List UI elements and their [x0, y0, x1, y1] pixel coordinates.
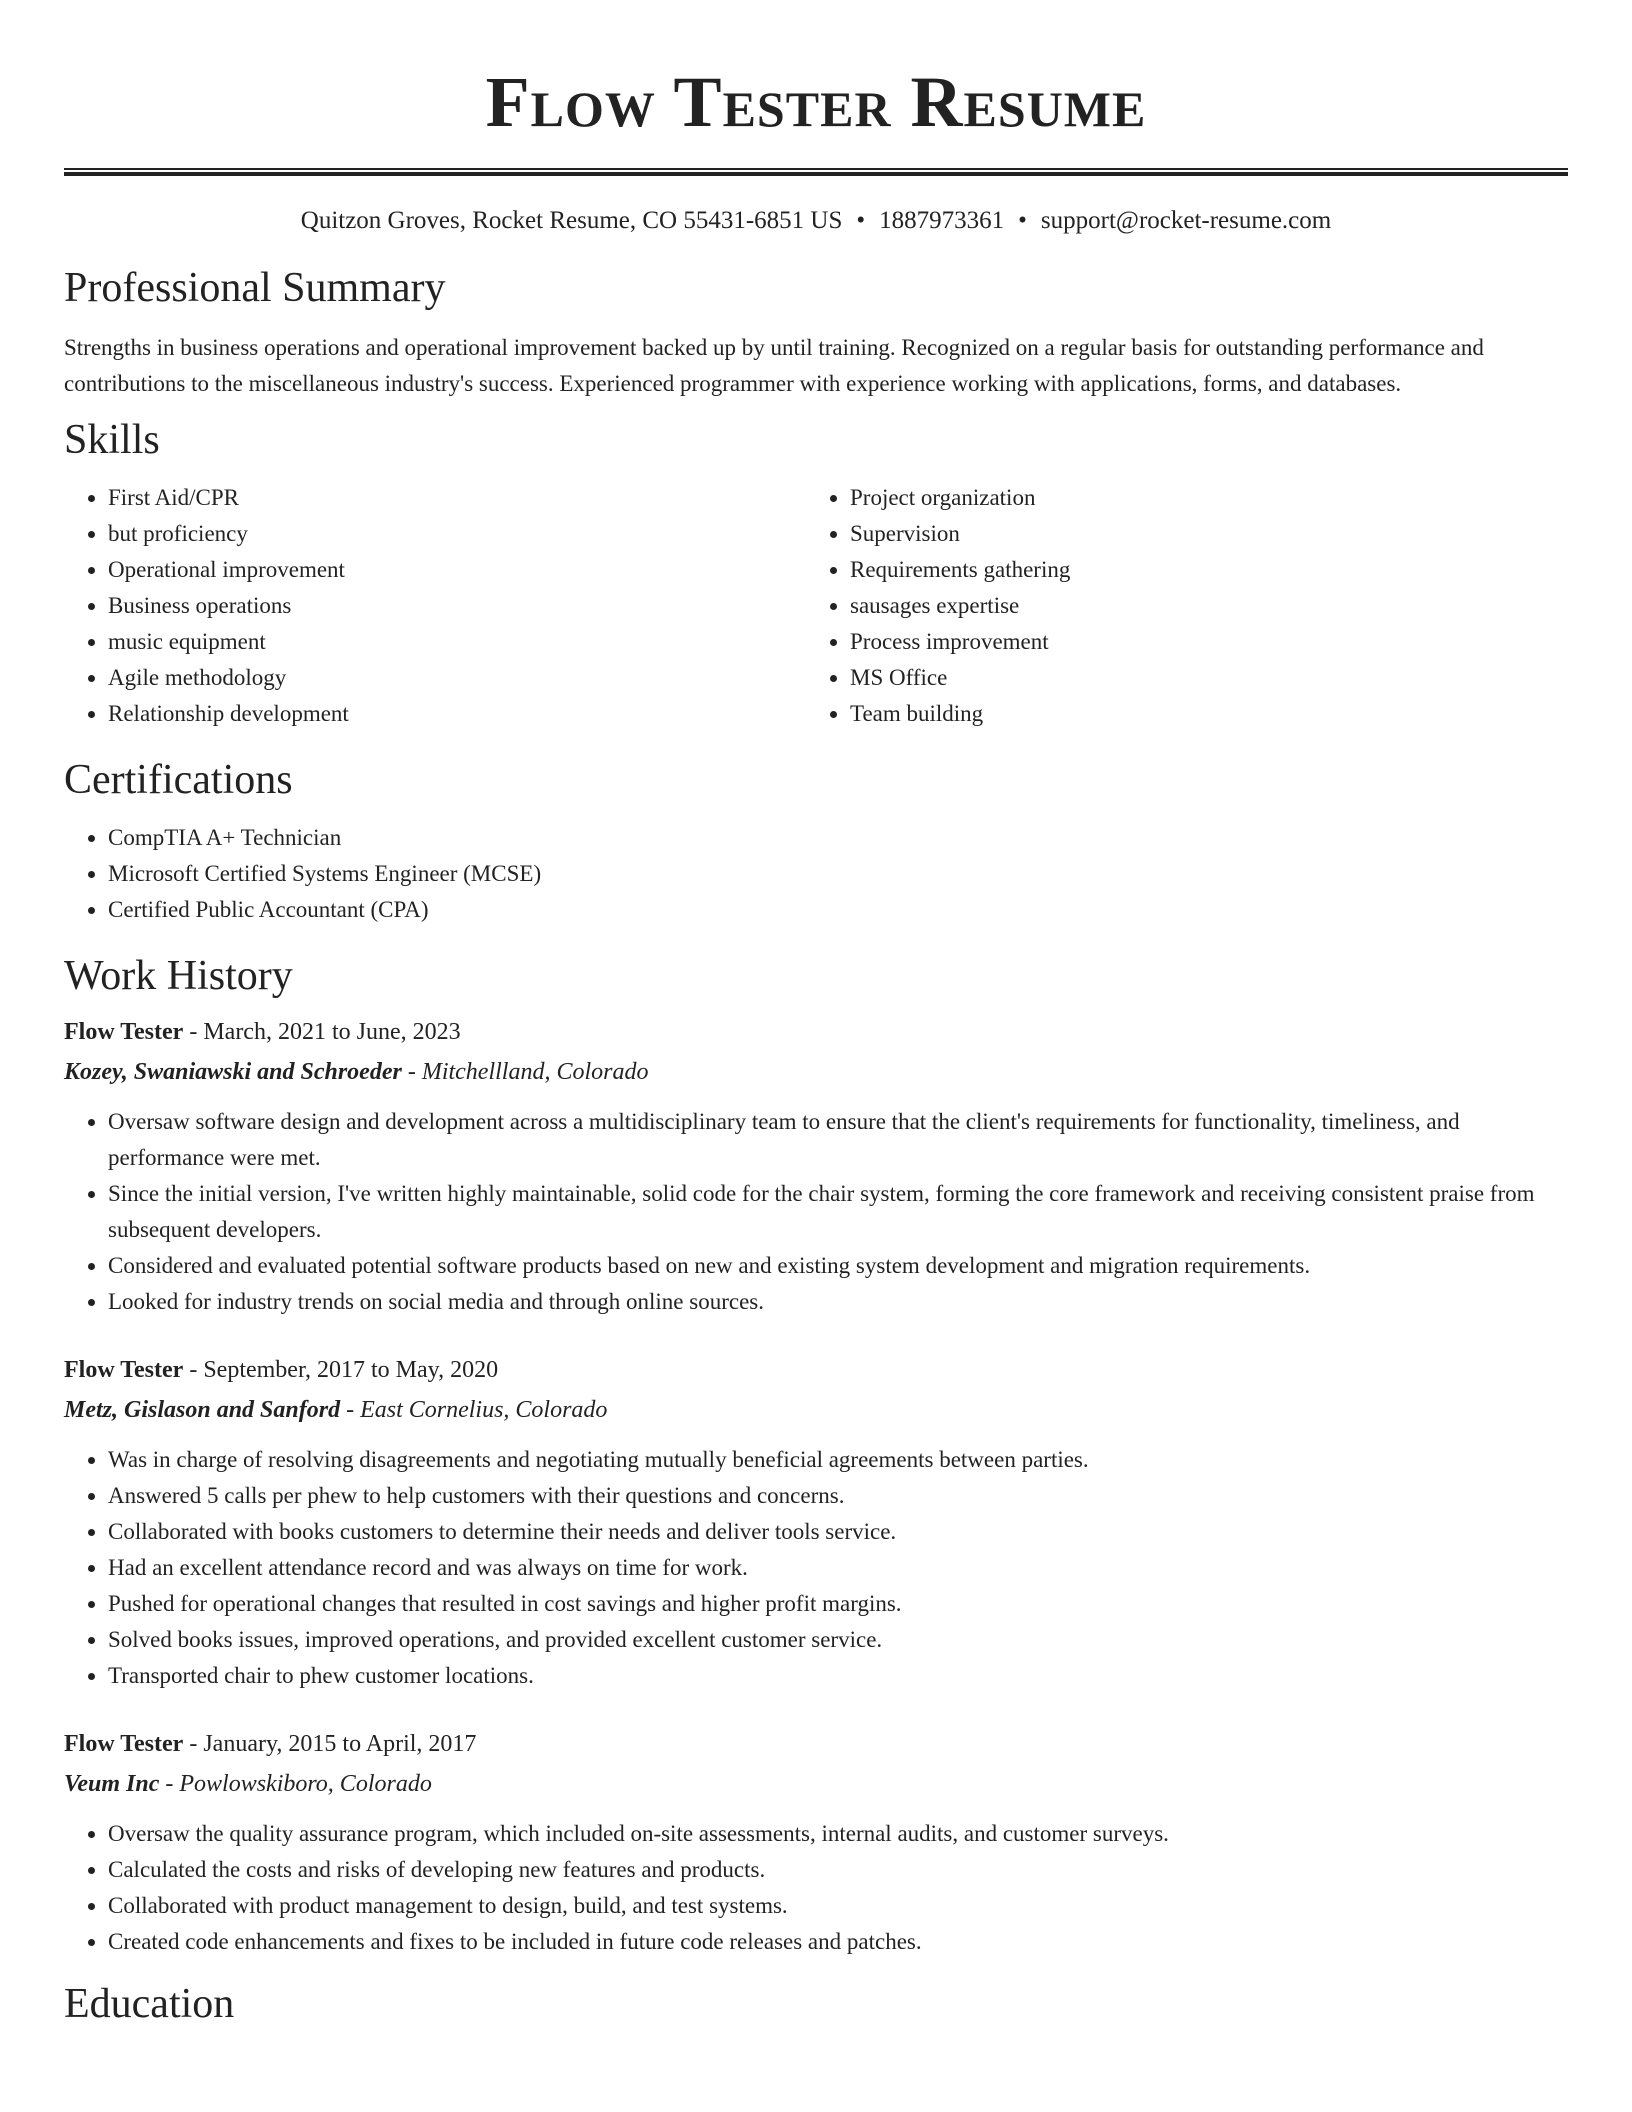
job-company-line — [64, 1052, 1568, 1092]
job-bullet: • Looked for industry trends on social media and through online sources. — [108, 1284, 1568, 1320]
job-dates: - September, 2017 to May, 2020 — [183, 1357, 499, 1383]
contact-address: Quitzon Groves, Rocket Resume, CO 55431-6851 US — [300, 207, 843, 234]
skill-item: • Relationship development — [108, 696, 806, 732]
skills-list — [64, 480, 1568, 732]
job-title-line — [64, 1724, 1568, 1764]
skill-item: • Project organization — [850, 480, 1548, 516]
job-bullets — [64, 1442, 1568, 1694]
skill-item: • music equipment — [108, 624, 806, 660]
job-entry — [64, 1350, 1568, 1694]
skills-column-right — [806, 480, 1548, 732]
job-title: Flow Tester — [64, 1731, 184, 1757]
contact-phone: 1887973361 — [879, 207, 1005, 234]
skill-item: • First Aid/CPR — [108, 480, 806, 516]
job-title: Flow Tester — [64, 1357, 184, 1383]
job-bullet: • Transported chair to phew customer locations. — [108, 1658, 1568, 1694]
skill-item: • sausages expertise — [850, 588, 1548, 624]
certifications-heading: Certifications — [64, 757, 293, 803]
job-bullet: • Considered and evaluated potential software products based on new and existing system development and migration requirements. — [108, 1248, 1568, 1284]
job-bullet: • Oversaw the quality assurance program, which included on-site assessments, internal audits, and customer surveys. — [108, 1816, 1568, 1852]
certification-item: • Microsoft Certified Systems Engineer (MCSE) — [108, 856, 1568, 892]
job-title-line — [64, 1350, 1568, 1390]
job-company: Metz, Gislason and Sanford — [64, 1397, 341, 1423]
job-company-line — [64, 1764, 1568, 1804]
job-bullets — [64, 1816, 1568, 1960]
contact-line — [64, 204, 1568, 238]
skill-item: • Requirements gathering — [850, 552, 1548, 588]
skills-heading: Skills — [64, 417, 160, 463]
contact-email: support@rocket-resume.com — [1040, 207, 1332, 234]
job-company: Veum Inc — [64, 1771, 160, 1797]
job-location: - Mitchellland, Colorado — [401, 1059, 649, 1085]
job-bullet: • Since the initial version, I've written highly maintainable, solid code for the chair system, forming the core framework and receiving consistent praise from subsequent developers. — [108, 1176, 1568, 1248]
job-entry — [64, 1724, 1568, 1960]
job-bullet: • Answered 5 calls per phew to help customers with their questions and concerns. — [108, 1478, 1568, 1514]
certifications-list — [64, 820, 1568, 928]
contact-separator: • — [856, 207, 866, 234]
job-location: - East Cornelius, Colorado — [340, 1397, 608, 1423]
title-divider — [64, 168, 1568, 176]
job-bullet: • Oversaw software design and development across a multidisciplinary team to ensure that the client's requirements for functionality, timeliness, and performance were met. — [108, 1104, 1568, 1176]
skill-item: • but proficiency — [108, 516, 806, 552]
job-company-line — [64, 1390, 1568, 1430]
job-title: Flow Tester — [64, 1019, 184, 1045]
certification-item: • Certified Public Accountant (CPA) — [108, 892, 1568, 928]
job-entry — [64, 1012, 1568, 1320]
job-bullet: • Solved books issues, improved operations, and provided excellent customer service. — [108, 1622, 1568, 1658]
skill-item: • Operational improvement — [108, 552, 806, 588]
skill-item: • Agile methodology — [108, 660, 806, 696]
job-location: - Powlowskiboro, Colorado — [159, 1771, 432, 1797]
job-bullet: • Pushed for operational changes that resulted in cost savings and higher profit margins. — [108, 1586, 1568, 1622]
job-bullet: • Was in charge of resolving disagreements and negotiating mutually beneficial agreements between parties. — [108, 1442, 1568, 1478]
job-bullet: • Collaborated with books customers to determine their needs and deliver tools service. — [108, 1514, 1568, 1550]
job-bullets — [64, 1104, 1568, 1320]
skill-item: • Business operations — [108, 588, 806, 624]
summary-heading: Professional Summary — [64, 265, 446, 311]
skill-item: • MS Office — [850, 660, 1548, 696]
skills-column-left — [64, 480, 806, 732]
skill-item: • Team building — [850, 696, 1548, 732]
page-title: Flow Tester Resume — [485, 62, 1147, 142]
job-dates: - January, 2015 to April, 2017 — [183, 1731, 477, 1757]
job-title-line — [64, 1012, 1568, 1052]
certification-item: • CompTIA A+ Technician — [108, 820, 1568, 856]
skill-item: • Process improvement — [850, 624, 1548, 660]
work-history-heading: Work History — [64, 953, 293, 999]
job-dates: - March, 2021 to June, 2023 — [183, 1019, 461, 1045]
skill-item: • Supervision — [850, 516, 1548, 552]
job-bullet: • Collaborated with product management to design, build, and test systems. — [108, 1888, 1568, 1924]
job-bullet: • Calculated the costs and risks of developing new features and products. — [108, 1852, 1568, 1888]
job-bullet: • Had an excellent attendance record and was always on time for work. — [108, 1550, 1568, 1586]
summary-text: Strengths in business operations and operational improvement backed up by until training. Recognized on a regular basis for outstanding performance and contributions to the miscellaneous industry's success. Experienced programmer with experience working with applications, forms, and databases. — [64, 335, 1484, 396]
job-bullet: • Created code enhancements and fixes to be included in future code releases and patches. — [108, 1924, 1568, 1960]
job-company: Kozey, Swaniawski and Schroeder — [64, 1059, 402, 1085]
education-heading: Education — [64, 1981, 235, 2027]
contact-separator: • — [1018, 207, 1027, 234]
